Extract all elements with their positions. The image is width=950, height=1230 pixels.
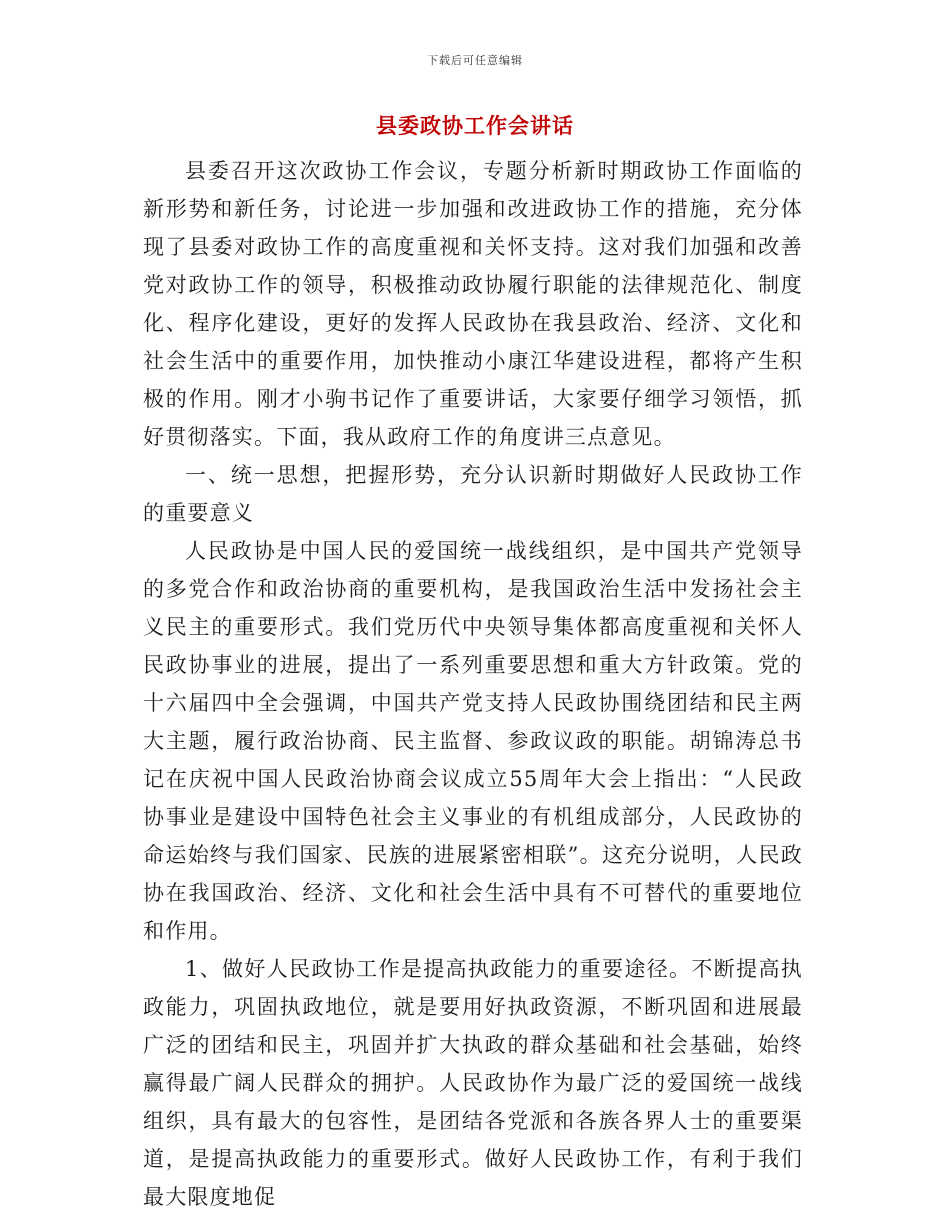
paragraph-intro: 县委召开这次政协工作会议，专题分析新时期政协工作面临的新形势和新任务，讨论进一步加强和改进政协工作的措施，充分体现了县委对政协工作的高度重视和关怀支持。这对我们加强和改善党对政协工作的领导，积极推动政协履行职能的法律规范化、制度化、程序化建设，更好的发挥人民政协在我县政治、经济、文化和社会生活中的重要作用，加快推动小康江华建设进程，都将产生积极的作用。刚才小驹书记作了重要讲话，大家要仔细学习领悟，抓好贯彻落实。下面，我从政府工作的角度讲三点意见。 [143,159,803,449]
section-heading-1: 一、统一思想，把握形势，充分认识新时期做好人民政协工作的重要意义 [143,463,803,525]
paragraph-point-1: 1、做好人民政协工作是提高执政能力的重要途径。不断提高执政能力，巩固执政地位，就是要用好执政资源，不断巩固和进展最广泛的团结和民主，巩固并扩大执政的群众基础和社会基础，始终赢得最广阔人民群众的拥护。人民政协作为最广泛的爱国统一战线组织，具有最大的包容性，是团结各党派和各族各界人士的重要渠道，是提高执政能力的重要形式。做好人民政协工作，有利于我们最大限度地促 [143,957,803,1209]
header-note: 下载后可任意编辑 [427,54,523,67]
document-body [143,152,803,1216]
document-title: 县委政协工作会讲话 [376,113,574,138]
paragraph-cppcc-role: 人民政协是中国人民的爱国统一战线组织，是中国共产党领导的多党合作和政治协商的重要机构，是我国政治生活中发扬社会主义民主的重要形式。我们党历代中央领导集体都高度重视和关怀人民政协事业的进展，提出了一系列重要思想和重大方针政策。党的十六届四中全会强调，中国共产党支持人民政协围绕团结和民主两大主题，履行政治协商、民主监督、参政议政的职能。胡锦涛总书记在庆祝中国人民政治协商会议成立55周年大会上指出：“人民政协事业是建设中国特色社会主义事业的有机组成部分，人民政协的命运始终与我们国家、民族的进展紧密相联”。这充分说明，人民政协在我国政治、经济、文化和社会生活中具有不可替代的重要地位和作用。 [143,539,803,943]
